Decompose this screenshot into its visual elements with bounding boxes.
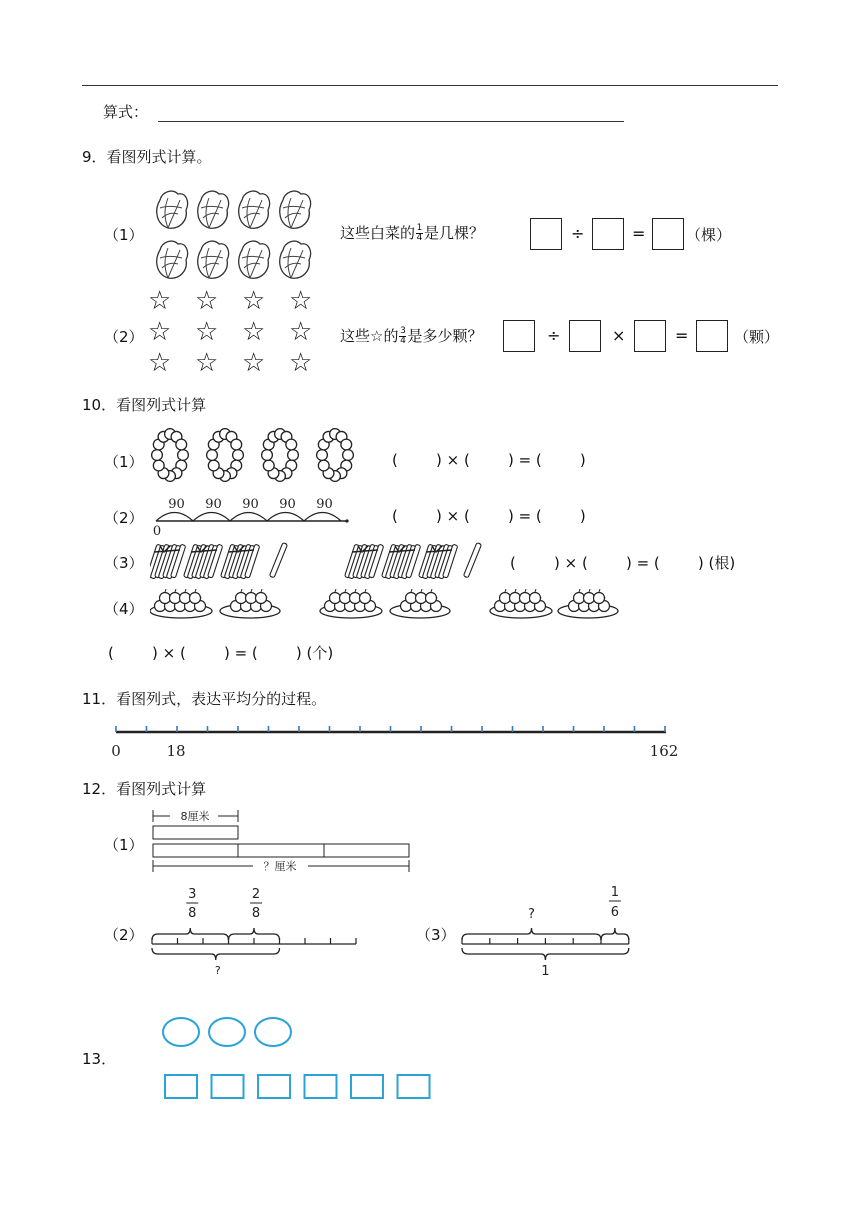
bead	[152, 450, 163, 461]
apple	[246, 593, 257, 604]
square-shape	[212, 1075, 244, 1098]
apple-plate	[320, 589, 382, 618]
frac-denominator: 6	[610, 905, 620, 920]
star-grid	[148, 286, 328, 382]
top-rule	[82, 85, 778, 86]
apple-plate	[150, 589, 212, 618]
apple-stem	[421, 589, 422, 592]
brace-top-1	[462, 928, 601, 940]
cabbage-icon	[239, 191, 270, 228]
apple	[594, 593, 605, 604]
bead	[263, 460, 274, 471]
apple-plate	[390, 589, 450, 618]
apple-stem	[195, 589, 196, 592]
jump-label: 90	[168, 497, 185, 512]
apple	[500, 593, 511, 604]
q9-part2-label: （2）	[104, 328, 144, 346]
apple-stem	[261, 589, 262, 592]
apple-plate	[490, 589, 552, 618]
axis-end-dot	[345, 519, 348, 522]
cabbage-icon	[280, 241, 311, 278]
brace-bottom	[462, 948, 629, 960]
bead-ring	[262, 429, 299, 482]
apple-stem	[185, 589, 186, 592]
bottom-length-label: ？厘米	[263, 860, 297, 873]
apple-stem	[345, 589, 346, 592]
total-label: 1	[541, 964, 550, 979]
q9-p2-unit: （颗）	[734, 328, 780, 346]
q12-part3-label: （3）	[416, 926, 456, 944]
apple-stem	[365, 589, 366, 592]
q10-part4-label: （4）	[104, 600, 144, 618]
star-icon: ☆	[242, 348, 266, 378]
q10-part3-label: （3）	[104, 554, 144, 572]
apple	[584, 593, 595, 604]
q11-number-line	[108, 718, 698, 764]
question-mark: ?	[528, 907, 535, 922]
bead	[233, 450, 244, 461]
bead	[262, 450, 273, 461]
jump-arc	[267, 513, 304, 522]
q10-p2-formula[interactable]: ( ) × ( ) = ( )	[392, 507, 586, 525]
stick-bundle	[382, 544, 421, 579]
square-shape	[351, 1075, 383, 1098]
star-icon: ☆	[289, 317, 313, 347]
jump-label: 90	[279, 497, 296, 512]
ellipse-shape	[209, 1018, 245, 1046]
apple-stem	[175, 589, 176, 592]
star-icon: ☆	[242, 317, 266, 347]
question-mark: ?	[214, 964, 221, 977]
apple	[256, 593, 267, 604]
apple-stem	[431, 589, 432, 592]
jump-arc	[230, 513, 267, 522]
jump-arc	[156, 513, 193, 522]
apple	[190, 593, 201, 604]
apple-stem	[505, 589, 506, 592]
q10-p3-formula[interactable]: ( ) × ( ) = ( ) (根)	[510, 554, 736, 572]
apple	[160, 593, 171, 604]
apple	[180, 593, 191, 604]
q9-title: 9．看图列式计算。	[82, 148, 212, 166]
q10-part1-label: （1）	[104, 453, 144, 471]
cabbage-icon	[157, 191, 188, 228]
apple-stem	[525, 589, 526, 592]
multiply-sign: ×	[612, 326, 626, 345]
apple-stem	[515, 589, 516, 592]
bead-ring	[207, 429, 244, 482]
square-shape	[165, 1075, 197, 1098]
zero-label: 0	[152, 524, 162, 538]
apple	[530, 593, 541, 604]
single-stick	[269, 543, 287, 578]
square-shape	[305, 1075, 337, 1098]
apple-stem	[535, 589, 536, 592]
q13-shapes	[160, 1014, 440, 1104]
bead	[231, 439, 242, 450]
q12-part2-label: （2）	[104, 926, 144, 944]
bead	[341, 439, 352, 450]
bead	[318, 460, 329, 471]
formula-label: 算式：	[103, 103, 149, 121]
tick-label-18: 18	[166, 742, 186, 760]
bead	[178, 450, 189, 461]
bead-rings	[150, 428, 370, 484]
apple-stem	[165, 589, 166, 592]
q9-p2-box-1[interactable]	[503, 320, 535, 352]
star-icon: ☆	[148, 317, 172, 347]
apple	[350, 593, 361, 604]
q10-p1-formula[interactable]: ( ) × ( ) = ( )	[392, 451, 586, 469]
q9-part1-label: （1）	[104, 226, 144, 244]
apple	[360, 593, 371, 604]
stick-bundles	[150, 538, 490, 582]
ellipse-shape	[163, 1018, 199, 1046]
star-icon: ☆	[289, 348, 313, 378]
square-shape	[258, 1075, 290, 1098]
frac1-denominator: 8	[188, 906, 197, 921]
bead	[153, 460, 164, 471]
bead	[317, 450, 328, 461]
bead	[208, 460, 219, 471]
jump-label: 90	[205, 497, 222, 512]
bead	[176, 439, 187, 450]
apple-stem	[599, 589, 600, 592]
jump-arc	[193, 513, 230, 522]
q9-p1-box-3[interactable]	[652, 218, 684, 250]
bead-ring	[317, 429, 354, 482]
stick-bundle	[345, 544, 384, 579]
q9-p2-box-3[interactable]	[634, 320, 666, 352]
jump-arc	[304, 513, 341, 522]
bead	[286, 439, 297, 450]
stick-bundle	[150, 544, 186, 579]
bead	[288, 450, 299, 461]
apple-stem	[241, 589, 242, 592]
q10-part2-label: （2）	[104, 509, 144, 527]
q12-segment-diagram	[148, 806, 418, 876]
short-bar	[153, 826, 238, 839]
divide-sign: ÷	[547, 326, 561, 345]
bead	[207, 450, 218, 461]
single-stick	[463, 543, 481, 578]
apple	[406, 593, 417, 604]
star-icon: ☆	[195, 348, 219, 378]
q9-p2-box-4[interactable]	[696, 320, 728, 352]
apple	[330, 593, 341, 604]
apple	[416, 593, 427, 604]
q9-part2-question: 这些☆的 $\frac{3}{4}$ 是多少颗？	[340, 326, 483, 346]
frac2-numerator: 2	[251, 887, 261, 902]
q12-fraction-line-2	[148, 884, 358, 980]
equals-sign: =	[675, 326, 689, 345]
divide-sign: ÷	[571, 224, 585, 243]
q9-p2-box-2[interactable]	[569, 320, 601, 352]
q12-fraction-line-3	[456, 880, 636, 980]
jump-label: 90	[242, 497, 259, 512]
q9-part1-question: 这些白菜的 $\frac{1}{4}$ 是几棵？	[340, 223, 485, 243]
stick-bundle	[221, 544, 260, 579]
equals-sign: =	[632, 224, 646, 243]
apple	[520, 593, 531, 604]
q9-p1-unit: （棵）	[686, 226, 732, 244]
q12-part1-label: （1）	[104, 836, 144, 854]
apple-stem	[335, 589, 336, 592]
apple-stem	[355, 589, 356, 592]
apple	[510, 593, 521, 604]
square-shape	[398, 1075, 430, 1098]
bead	[343, 450, 354, 461]
q10-p4-formula[interactable]: ( ) × ( ) = ( ) (个)	[108, 644, 334, 662]
cabbage-icon	[198, 191, 229, 228]
cabbage-icon	[198, 241, 229, 278]
jump-label: 90	[316, 497, 333, 512]
q11-title: 11．看图列式，表达平均分的过程。	[82, 690, 327, 708]
brace-top-1	[152, 928, 229, 940]
ellipse-shape	[255, 1018, 291, 1046]
apple	[170, 593, 181, 604]
frac-numerator: 1	[610, 885, 620, 900]
q9-p1-box-2[interactable]	[592, 218, 624, 250]
star-icon: ☆	[195, 286, 219, 316]
apple-stem	[589, 589, 590, 592]
apple	[426, 593, 437, 604]
apple-plates	[150, 586, 630, 622]
brace-top-2	[601, 928, 629, 940]
brace-bottom	[152, 948, 280, 960]
bead-ring	[152, 429, 189, 482]
cabbage-group	[148, 184, 328, 280]
apple-stem	[251, 589, 252, 592]
number-line-jumps	[150, 490, 355, 538]
apple	[340, 593, 351, 604]
apple-plate	[558, 589, 618, 618]
star-icon: ☆	[242, 286, 266, 316]
apple-stem	[579, 589, 580, 592]
tick-label-162: 162	[649, 742, 679, 760]
cabbage-icon	[157, 241, 188, 278]
formula-answer-line[interactable]	[158, 121, 624, 122]
cabbage-icon	[280, 191, 311, 228]
star-icon: ☆	[148, 348, 172, 378]
apple-plate	[220, 589, 280, 618]
stick-bundle	[419, 544, 458, 579]
star-icon: ☆	[195, 317, 219, 347]
star-icon: ☆	[148, 286, 172, 316]
tick-label-0: 0	[111, 742, 121, 760]
top-length-label: 8厘米	[180, 810, 210, 823]
q12-title: 12．看图列式计算	[82, 780, 207, 798]
apple-stem	[411, 589, 412, 592]
apple	[236, 593, 247, 604]
long-bar	[153, 844, 409, 857]
frac1-numerator: 3	[188, 887, 197, 902]
q13-title: 13．	[82, 1050, 117, 1068]
q10-title: 10．看图列式计算	[82, 396, 207, 414]
frac2-denominator: 8	[251, 906, 261, 921]
cabbage-icon	[239, 241, 270, 278]
apple	[574, 593, 585, 604]
q9-p1-box-1[interactable]	[530, 218, 562, 250]
star-icon: ☆	[289, 286, 313, 316]
stick-bundle	[184, 544, 223, 579]
